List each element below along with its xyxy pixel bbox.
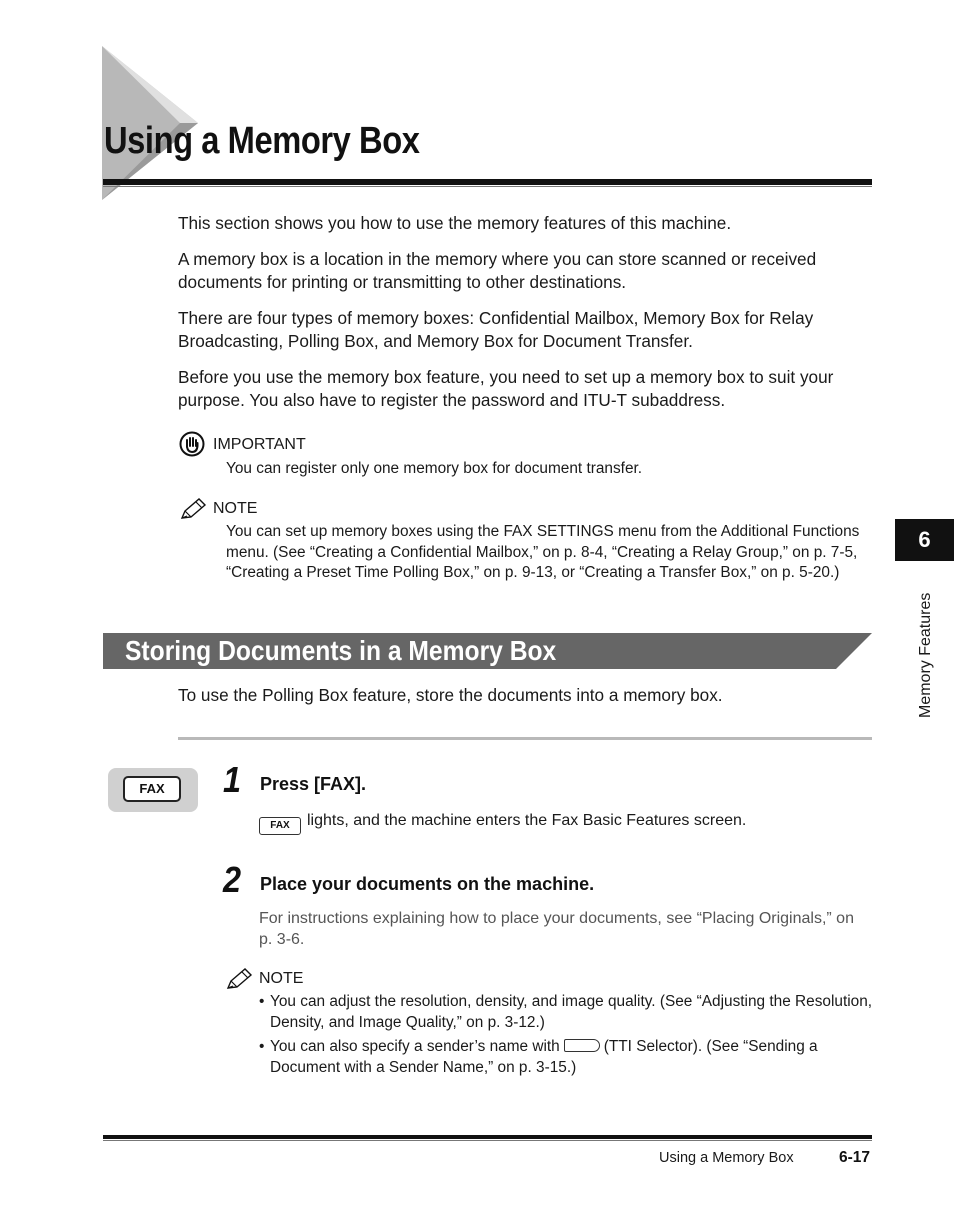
intro-paragraph: A memory box is a location in the memory where you can store scanned or received documents for printing or transmitting to other destinations. xyxy=(178,249,817,292)
footer-rule-thin xyxy=(103,1140,872,1141)
fax-key-icon: FAX xyxy=(123,776,181,802)
note-bullet-text: You can also specify a sender’s name with xyxy=(270,1038,560,1055)
chapter-tab-number: 6 xyxy=(895,519,954,561)
tti-selector-key-icon xyxy=(564,1039,600,1052)
title-rule-thin xyxy=(103,186,872,187)
bullet-dot: • xyxy=(259,1038,265,1055)
chapter-tab-label: Memory Features xyxy=(917,592,934,718)
section-intro: To use the Polling Box feature, store the documents into a memory box. xyxy=(178,685,723,705)
intro-paragraph: Before you use the memory box feature, you need to set up a memory box to suit your purpose. You also have to register the password and ITU-T subaddress. xyxy=(178,367,834,410)
note-text: You can set up memory boxes using the FAX SETTINGS menu from the Additional Functions menu. (See “Creating a Confidential Mailbox,” on p. 8-4, “Creating a Relay Group,” on p. 7-5, “Creating a Preset Time Polling Box,” on p. 9-13, or “Creating a Transfer Box,” on p. 5-20.) xyxy=(226,523,860,582)
pencil-icon xyxy=(225,967,253,991)
note-label: NOTE xyxy=(259,970,304,987)
note-bullet xyxy=(259,992,882,1034)
footer-section-name: Using a Memory Box xyxy=(659,1150,794,1166)
page-title: Using a Memory Box xyxy=(104,120,420,162)
step-number: 2 xyxy=(223,859,242,900)
pencil-icon xyxy=(179,497,207,521)
step-text xyxy=(259,810,859,835)
note-bullet-text: You can adjust the resolution, density, and image quality. (See “Adjusting the Resolution, Density, and Image Quality,” on p. 3-12.) xyxy=(270,993,873,1031)
step-title: Place your documents on the machine. xyxy=(260,874,595,894)
step-text-body: lights, and the machine enters the Fax Basic Features screen. xyxy=(307,812,747,829)
note-bullet-text: (TTI Selector). (See “Sending a Document with a Sender Name,” on p. 3-15.) xyxy=(270,1038,818,1076)
raised-hand-icon xyxy=(179,431,205,457)
steps-divider xyxy=(178,737,872,740)
step-title: Press [FAX]. xyxy=(260,774,367,794)
important-text: You can register only one memory box for document transfer. xyxy=(226,460,643,477)
note-bullet xyxy=(259,1037,882,1079)
bullet-dot: • xyxy=(259,993,265,1010)
note-label: NOTE xyxy=(213,500,258,517)
footer-rule xyxy=(103,1135,872,1139)
title-rule xyxy=(103,179,872,185)
important-label: IMPORTANT xyxy=(213,436,306,453)
intro-paragraph: There are four types of memory boxes: Confidential Mailbox, Memory Box for Relay Broadcasting, Polling Box, and Memory Box for Document Transfer. xyxy=(178,308,814,351)
footer-page-number: 6-17 xyxy=(839,1149,871,1166)
intro-paragraph: This section shows you how to use the memory features of this machine. xyxy=(178,213,732,233)
step-text: For instructions explaining how to place your documents, see “Placing Originals,” on p. 3-6. xyxy=(259,910,854,948)
step-number: 1 xyxy=(223,759,242,800)
section-title: Storing Documents in a Memory Box xyxy=(125,635,557,666)
fax-key-inline-icon: FAX xyxy=(259,817,301,835)
